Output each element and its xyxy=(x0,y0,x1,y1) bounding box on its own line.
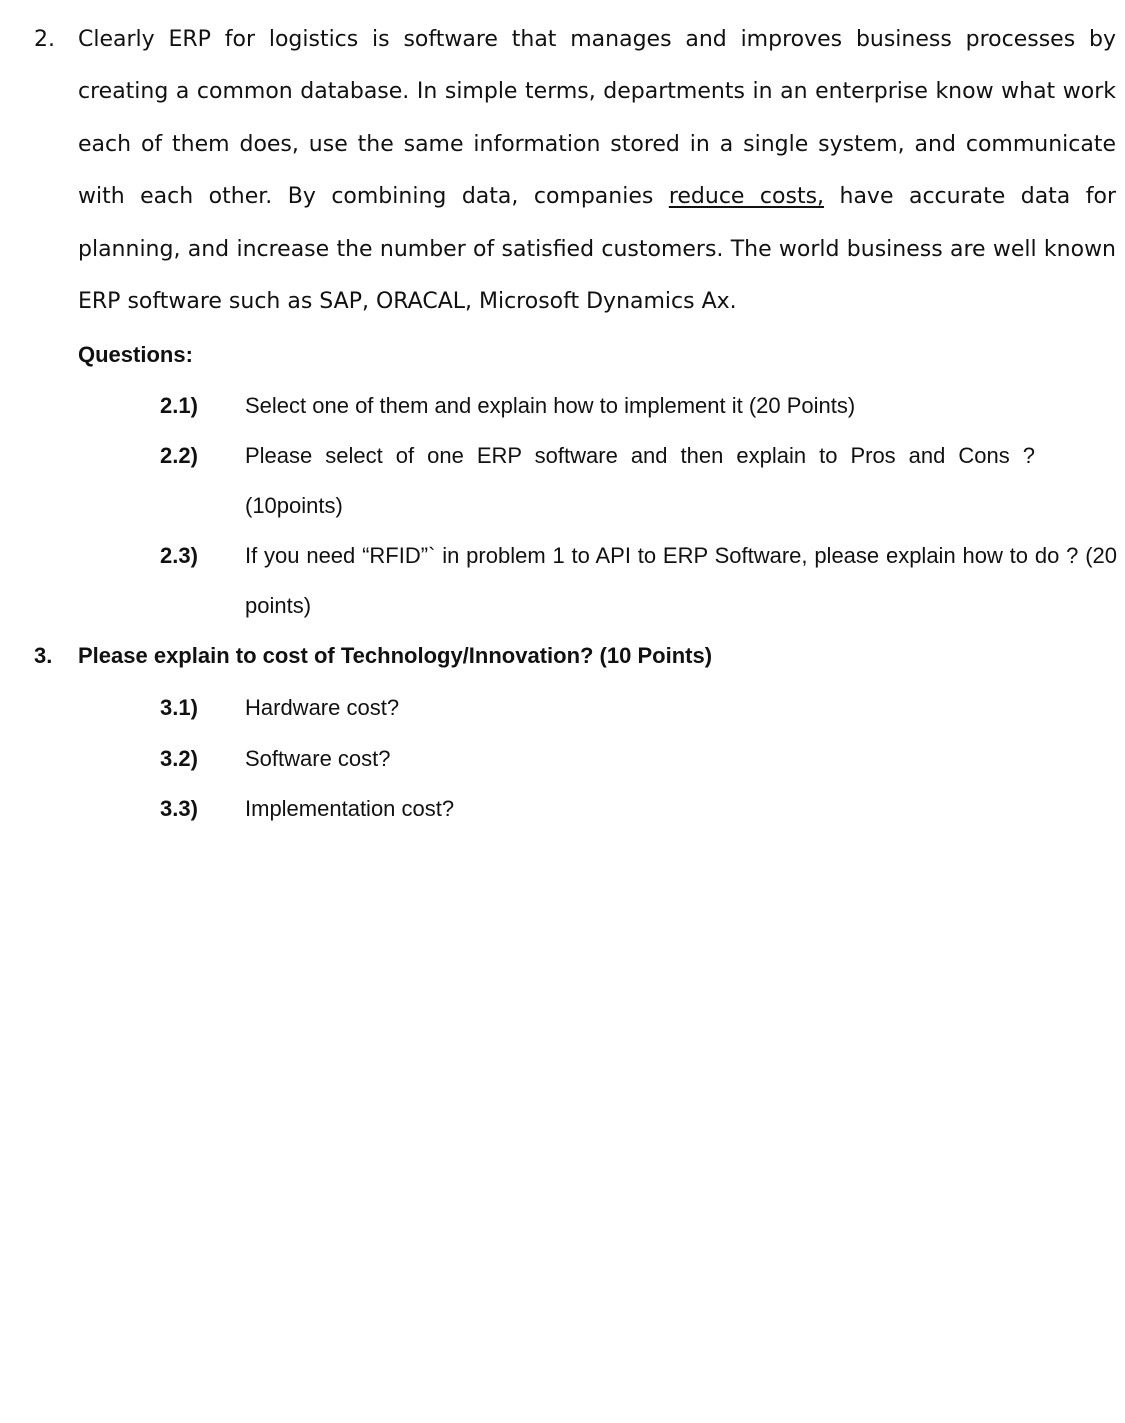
subquestion-text: Please select of one ERP software and then explain to Pros and Cons ? (10points) xyxy=(245,443,1035,518)
subquestion-number: 3.1) xyxy=(160,695,198,720)
question-2-paragraph xyxy=(78,14,1116,328)
question-2-number: 2. xyxy=(34,27,55,52)
subquestion-number: 3.2) xyxy=(160,746,198,771)
question-2-text-part2: have accurate data for planning, and increase the number of satisfied customers. The world business are well known ERP software such as SAP, ORACAL, Microsoft Dynamics Ax. xyxy=(78,184,1117,315)
underlined-phrase: reduce costs, xyxy=(668,184,825,210)
subquestion-number: 3.3) xyxy=(160,796,198,821)
subquestion-number: 2.3) xyxy=(160,543,198,568)
subquestion-text: If you need “RFID”` in problem 1 to API to ERP Software, please explain how to do ? (20 points) xyxy=(245,543,1117,618)
question-2-text-part1: Clearly ERP for logistics is software that manages and improves business processes by creating a common database. In simple terms, departments in an enterprise know what work each of them does, use the same information stored in a single system, and communicate with each other. By combining data, companies xyxy=(78,27,1116,210)
question-3-text: Please explain to cost of Technology/Innovation? (10 Points) xyxy=(78,643,713,668)
subquestion-text: Hardware cost? xyxy=(245,695,400,720)
questions-heading: Questions: xyxy=(78,342,193,367)
subquestion-number: 2.1) xyxy=(160,393,198,418)
subquestion-text: Select one of them and explain how to implement it (20 Points) xyxy=(245,393,856,418)
subquestion-number: 2.2) xyxy=(160,443,198,468)
question-3-number: 3. xyxy=(34,643,53,668)
subquestion-text: Implementation cost? xyxy=(245,796,455,821)
subquestion-text: Software cost? xyxy=(245,746,391,771)
